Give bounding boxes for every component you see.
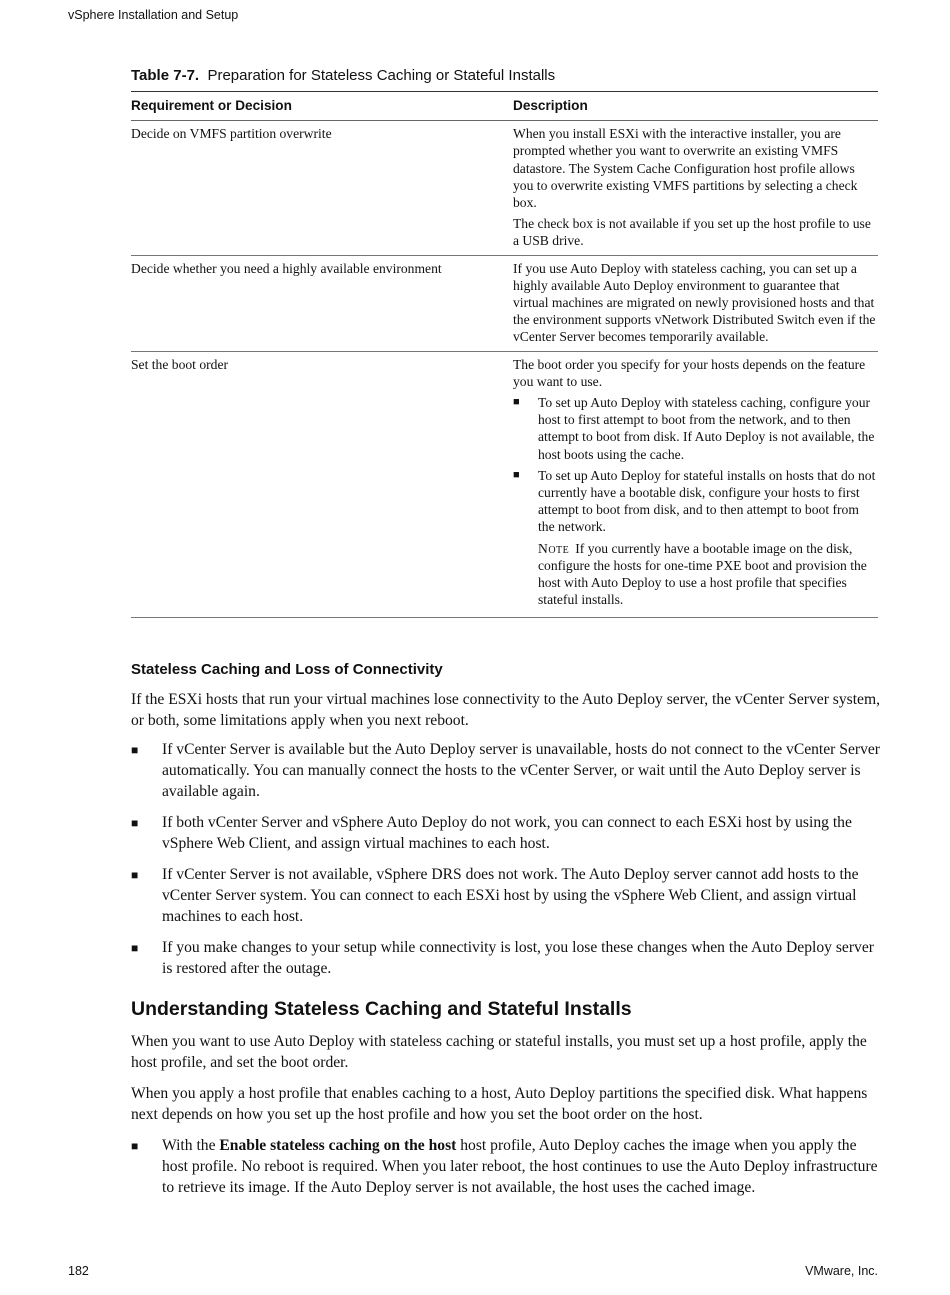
list-item-text: If you make changes to your setup while connectivity is lost, you lose these changes when the Auto Deploy server is restored after the outage. <box>162 939 874 977</box>
table-row <box>131 121 878 255</box>
square-bullet-icon: ■ <box>131 868 139 882</box>
paragraph: When you apply a host profile that enables caching to a host, Auto Deploy partitions the specified disk. What happens next depends on how you set up the host profile and how you set the boot order on the host. <box>131 1085 868 1123</box>
square-bullet-icon: ■ <box>131 941 139 955</box>
description-paragraph: If you use Auto Deploy with stateless caching, you can set up a highly available Auto Deploy environment to guarantee that virtual machines are migrated on newly provisioned hosts and that the environment supports vNetwork Distributed Switch even if the vCenter Server becomes temporarily available. <box>513 260 876 345</box>
description-cell <box>513 351 878 618</box>
table-caption-title: Preparation for Stateless Caching or Stateful Installs <box>207 67 556 84</box>
table-caption-label: Table 7-7. <box>131 67 200 84</box>
list-item-text-post: host profile, Auto Deploy caches the image when you apply the host profile. No reboot is required. When you later reboot, the host continues to use the Auto Deploy infrastructure to retrieve its image. If the Auto Deploy server is not available, the host uses the cached image. <box>162 1137 878 1196</box>
description-paragraph: The boot order you specify for your hosts depends on the feature you want to use. <box>513 356 866 389</box>
list-item <box>513 394 878 463</box>
section-heading: Understanding Stateless Caching and Stateful Installs <box>131 998 632 1020</box>
paragraph: If the ESXi hosts that run your virtual machines lose connectivity to the Auto Deploy server, the vCenter Server system, or both, some limitations apply when you next reboot. <box>131 691 881 729</box>
boot-order-list <box>513 394 878 608</box>
description-cell <box>513 255 878 351</box>
list-item <box>131 812 881 854</box>
caching-bullets <box>131 1135 881 1208</box>
square-bullet-icon: ■ <box>131 1139 139 1153</box>
list-item <box>513 467 878 609</box>
footer-company: VMware, Inc. <box>805 1264 878 1278</box>
description-paragraph: The check box is not available if you set up the host profile to use a USB drive. <box>513 216 871 249</box>
list-item <box>131 864 881 927</box>
column-header-requirement: Requirement or Decision <box>131 92 513 121</box>
list-item-text: To set up Auto Deploy with stateless caching, configure your host to first attempt to boot from the network, and to then attempt to boot from disk. If Auto Deploy is not available, the host boots using the cache. <box>538 395 875 462</box>
description-cell <box>513 121 878 255</box>
requirement-cell: Decide on VMFS partition overwrite <box>131 121 513 255</box>
list-item-text: If vCenter Server is available but the Auto Deploy server is unavailable, hosts do not connect to the vCenter Server automatically. You can manually connect the hosts to the vCenter Server, or wait until the Auto Deploy server is available again. <box>162 741 880 800</box>
table-header-row <box>131 92 878 121</box>
section-heading: Stateless Caching and Loss of Connectivity <box>131 661 443 678</box>
note <box>538 540 878 609</box>
table-caption <box>131 67 555 84</box>
square-bullet-icon: ■ <box>513 396 520 409</box>
preparation-table <box>131 91 878 618</box>
list-item <box>131 1135 881 1198</box>
note-label: Note <box>538 540 570 556</box>
table-row <box>131 351 878 618</box>
list-item-text-pre: With the <box>162 1137 220 1154</box>
requirement-cell: Decide whether you need a highly available environment <box>131 255 513 351</box>
list-item <box>131 937 881 979</box>
list-item <box>131 739 881 802</box>
profile-name: Enable stateless caching on the host <box>219 1137 457 1154</box>
running-header: vSphere Installation and Setup <box>68 8 239 22</box>
square-bullet-icon: ■ <box>131 816 139 830</box>
list-item-text: To set up Auto Deploy for stateful installs on hosts that do not currently have a bootable disk, configure your hosts to first attempt to boot from disk, and to then attempt to boot from the network. <box>538 467 876 535</box>
note-text: If you currently have a bootable image on the disk, configure the hosts for one-time PXE boot and provision the host with Auto Deploy to use a host profile that specifies stateful installs. <box>538 540 867 608</box>
table-row <box>131 255 878 351</box>
section-intro <box>131 689 881 731</box>
square-bullet-icon: ■ <box>131 743 139 757</box>
section-paragraphs <box>131 1031 881 1125</box>
connectivity-bullets <box>131 739 881 989</box>
column-header-description: Description <box>513 92 878 121</box>
description-paragraph: When you install ESXi with the interactive installer, you are prompted whether you want to overwrite an existing VMFS datastore. The System Cache Configuration host profile allows you to overwrite existing VMFS partitions by selecting a check box. <box>513 126 858 211</box>
paragraph: When you want to use Auto Deploy with stateless caching or stateful installs, you must set up a host profile, apply the host profile, and set the boot order. <box>131 1033 867 1071</box>
square-bullet-icon: ■ <box>513 468 520 481</box>
list-item-text: If both vCenter Server and vSphere Auto Deploy do not work, you can connect to each ESXi host by using the vSphere Web Client, and assign virtual machines to each host. <box>162 814 852 852</box>
page-number: 182 <box>68 1264 89 1278</box>
requirement-cell: Set the boot order <box>131 351 513 618</box>
list-item-text: If vCenter Server is not available, vSphere DRS does not work. The Auto Deploy server cannot add hosts to the vCenter Server system. You can connect to each ESXi host by using the vSphere Web Client, and assign virtual machines to each host. <box>162 866 859 925</box>
